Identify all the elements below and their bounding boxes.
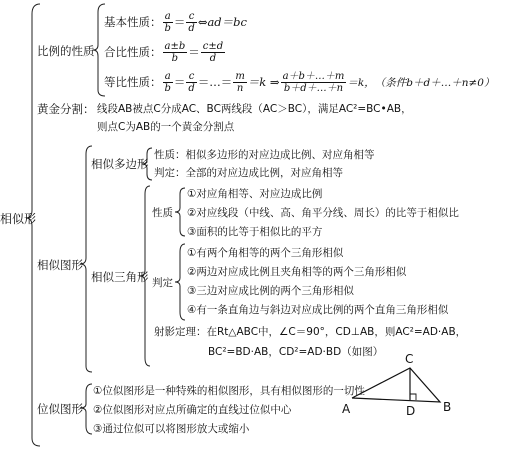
projection-theorem-line2: BC²=BD·AB，CD²=AD·BD（如图）: [208, 346, 384, 358]
projection-theorem-line1: 射影定理：在Rt△ABC中，∠C＝90°，CD⊥AB，则AC²=AD·AB，: [154, 326, 467, 338]
basic-property: 基本性质： $\frac{a}{b}$ ＝ $\frac{c}{d}$ ⇔ad＝bc: [104, 11, 247, 34]
golden-label: 黄金分割：: [37, 102, 95, 116]
triangle-property-1: ①对应角相等、对应边成比例: [187, 188, 323, 200]
root-title: 相似形: [0, 212, 37, 226]
similar-figures-title: 相似图形: [37, 258, 83, 272]
frac-a: a: [163, 11, 173, 23]
frac-d: d: [188, 23, 195, 34]
polygon-judge: 判定：全部的对应边成比例，对应角相等: [154, 167, 343, 179]
basic-property-result: ⇔ad＝bc: [197, 15, 247, 29]
combine-lhs-den: b: [171, 53, 179, 64]
combine-property: 合比性质： $\frac{a\pm b}{b}$ ＝ $\frac{c\pm d}{d}$: [104, 41, 224, 64]
triangle-property-label: 性质: [152, 207, 173, 219]
triangle-judge-label: 判定: [152, 277, 173, 289]
equal-property-label: 等比性质：: [104, 75, 162, 89]
label-d: D: [406, 404, 416, 418]
combine-rhs-den: d: [209, 53, 217, 64]
triangle-judge-2: ②两边对应成比例且夹角相等的两个三角形相似: [187, 266, 407, 278]
triangle-judge-brace: [175, 244, 185, 320]
eq-frac2-den: d: [188, 83, 195, 94]
eq-frac3-den: n: [236, 83, 244, 94]
eq-frac1-den: b: [164, 83, 171, 94]
label-c: C: [405, 352, 414, 366]
eq-frac4-den: b＋d＋…＋n: [283, 83, 344, 94]
triangle-property-3: ③面积的比等于相似比的平方: [187, 226, 323, 238]
golden-line2: 则点C为AB的一个黄金分割点: [97, 121, 235, 133]
triangle-property-brace: [175, 188, 185, 236]
label-a: A: [342, 402, 351, 416]
combine-rhs-num: c±d: [202, 41, 224, 52]
homothety-item-3: ③通过位似可以将图形放大或缩小: [93, 423, 250, 435]
eq-frac3-num: m: [235, 71, 245, 82]
triangle-judge-4: ④有一条直角边与斜边对应成比例的两个直角三角形相似: [187, 304, 449, 316]
golden-line1: 线段AB被点C分成AC、BC两线段（AC＞BC），满足AC²=BC•AB，: [97, 103, 412, 115]
equal-property: 等比性质： $\frac{a}{b}$ ＝ $\frac{c}{d}$ ＝…＝ $\frac{m}{n}$ ＝k ⇒ $\frac{a+b+\dots+m}{b+d+\dots+n}$ ＝k， （条件b＋d＋…＋n≠0）: [104, 71, 495, 94]
homothety-item-2: ②位似图形对应点所确定的直线过位似中心: [93, 404, 292, 416]
triangle-judge-3: ③三边对应成比例的两个三角形相似: [187, 285, 354, 297]
eq-condition: ＝k， （条件b＋d＋…＋n≠0）: [347, 77, 495, 89]
triangle-title: 相似三角形: [91, 270, 149, 284]
eq-frac1-num: a: [163, 71, 173, 83]
eq-mid: ＝k ⇒: [247, 75, 280, 89]
frac-c: c: [186, 11, 196, 23]
ratio-title: 比例的性质: [37, 44, 95, 58]
label-b: B: [443, 400, 452, 414]
basic-property-label: 基本性质：: [104, 15, 162, 29]
combine-lhs-num: a±b: [164, 41, 186, 52]
eq-frac4-num: a＋b＋…＋m: [282, 71, 345, 82]
homothety-title: 位似图形: [37, 402, 83, 416]
polygon-title: 相似多边形: [91, 157, 149, 171]
triangle-property-2: ②对应线段（中线、高、角平分线、周长）的比等于相似比: [187, 207, 459, 219]
polygon-property: 性质：相似多边形的对应边成比例、对应角相等: [154, 149, 375, 161]
right-triangle-figure: [352, 368, 440, 402]
triangle-judge-1: ①有两个角相等的两个三角形相似: [187, 247, 344, 259]
eq-dots: ＝…＝: [197, 75, 233, 89]
frac-b: b: [164, 23, 171, 34]
homothety-item-1: ①位似图形是一种特殊的相似图形，具有相似图形的一切性: [93, 385, 365, 397]
combine-property-label: 合比性质：: [104, 45, 162, 59]
eq-frac2-num: c: [186, 71, 196, 83]
